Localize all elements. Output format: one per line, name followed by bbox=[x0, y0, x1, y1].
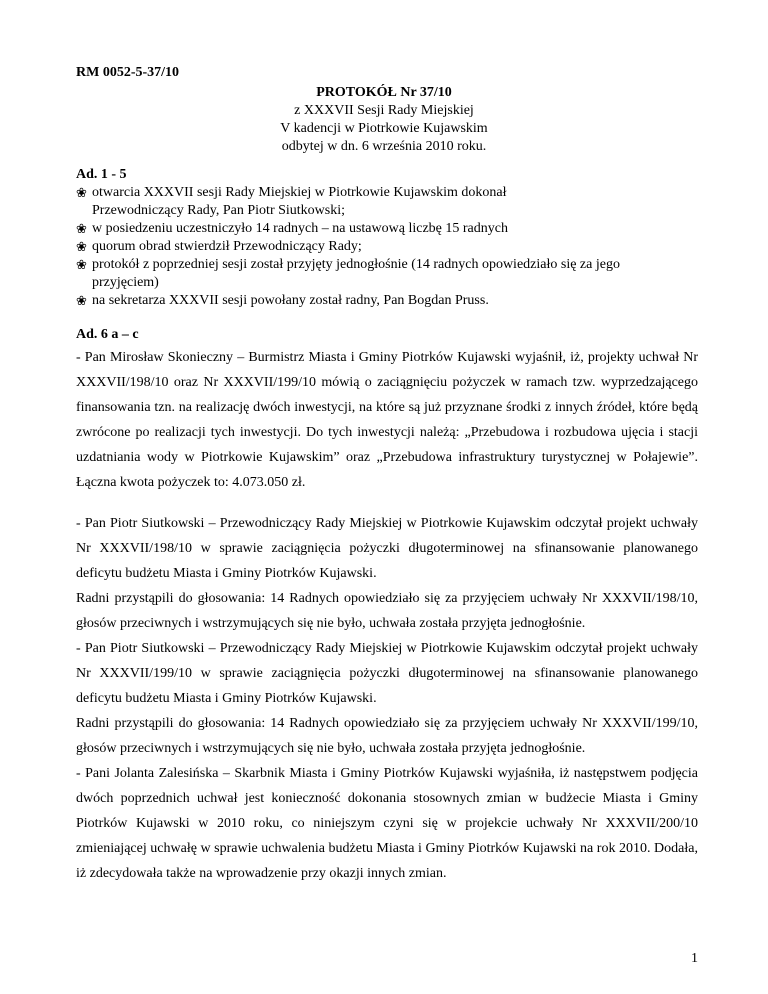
bullet-text-continued: przyjęciem) bbox=[92, 275, 159, 290]
bullet-icon: ❀ bbox=[76, 239, 87, 254]
section-heading-ad-6: Ad. 6 a – c bbox=[76, 327, 139, 342]
protocol-header bbox=[0, 84, 768, 156]
list-item bbox=[76, 292, 698, 310]
document-reference: RM 0052-5-37/10 bbox=[76, 65, 180, 80]
bullet-icon: ❀ bbox=[76, 185, 87, 200]
paragraph-przewodniczacy-198: - Pan Piotr Siutkowski – Przewodniczący Rady Miejskiej w Piotrkowie Kujawskim odczytał projekt uchwały Nr XXXVII/198/10 w sprawie zaciągnięcia pożyczki długoterminowej na sfinansowanie planowanego deficytu budżetu Miasta i Gminy Piotrków Kujawski. bbox=[76, 516, 698, 581]
bullet-icon: ❀ bbox=[76, 221, 87, 236]
protocol-subtitle-line: z XXXVII Sesji Rady Miejskiej bbox=[294, 103, 474, 118]
list-item bbox=[76, 238, 698, 256]
paragraph-vote-199: Radni przystąpili do głosowania: 14 Radnych opowiedziało się za przyjęciem uchwały Nr XXXVII/199/10, głosów przeciwnych i wstrzymujących się nie było, uchwała została przyjęta jednogłośnie. bbox=[76, 716, 698, 756]
bullet-icon: ❀ bbox=[76, 257, 87, 272]
bullet-text: protokół z poprzedniej sesji został przyjęty jednogłośnie (14 radnych opowiedziało się za jego bbox=[92, 257, 620, 272]
bullet-text: w posiedzeniu uczestniczyło 14 radnych – na ustawową liczbę 15 radnych bbox=[92, 221, 508, 236]
paragraph-burmistrz: - Pan Mirosław Skonieczny – Burmistrz Miasta i Gminy Piotrków Kujawski wyjaśnił, iż, projekty uchwał Nr XXXVII/198/10 oraz Nr XXXVII/199/10 mówią o zaciągnięciu pożyczek w ramach tzw. wyprzedzającego finansowania tzn. na realizację dwóch inwestycji, na które są już przyznane środki z innych źródeł, które będą zwrócone po realizacji tych inwestycji. Do tych inwestycji należą: „Przebudowa i rozbudowa ujęcia i stacji uzdatniania wody w Piotrkowie Kujawskim” oraz „Przebudowa infrastruktury turystycznej w Połajewie”. Łączna kwota pożyczek to: 4.073.050 zł. bbox=[76, 350, 698, 490]
protocol-subtitle-line: odbytej w dn. 6 września 2010 roku. bbox=[281, 139, 487, 154]
section-body bbox=[76, 345, 698, 886]
page-number: 1 bbox=[691, 951, 698, 966]
paragraph-przewodniczacy-199: - Pan Piotr Siutkowski – Przewodniczący Rady Miejskiej w Piotrkowie Kujawskim odczytał projekt uchwały Nr XXXVII/199/10 w sprawie zaciągnięcia pożyczki długoterminowej na sfinansowanie planowanego deficytu budżetu Miasta i Gminy Piotrków Kujawski. bbox=[76, 641, 698, 706]
bullet-icon: ❀ bbox=[76, 293, 87, 308]
protocol-subtitle-line: V kadencji w Piotrkowie Kujawskim bbox=[280, 121, 488, 136]
list-item bbox=[76, 184, 698, 220]
paragraph-vote-198: Radni przystąpili do głosowania: 14 Radnych opowiedziało się za przyjęciem uchwały Nr XXXVII/198/10, głosów przeciwnych i wstrzymujących się nie było, uchwała została przyjęta jednogłośnie. bbox=[76, 591, 698, 631]
bullet-text-continued: Przewodniczący Rady, Pan Piotr Siutkowski; bbox=[92, 203, 346, 218]
bullet-text: na sekretarza XXXVII sesji powołany został radny, Pan Bogdan Pruss. bbox=[92, 293, 489, 308]
list-item bbox=[76, 220, 698, 238]
list-item bbox=[76, 256, 698, 292]
protocol-title: PROTOKÓŁ Nr 37/10 bbox=[316, 85, 452, 100]
paragraph-skarbnik: - Pani Jolanta Zalesińska – Skarbnik Miasta i Gminy Piotrków Kujawski wyjaśniła, iż następstwem podjęcia dwóch poprzednich uchwał jest konieczność dokonania stosownych zmian w budżecie Miasta i Gminy Piotrków Kujawski w 2010 roku, co niniejszym czyni się w projekcie uchwały Nr XXXVII/200/10 zmieniającej uchwałę w sprawie uchwalenia budżetu Miasta i Gminy Piotrków Kujawski na rok 2010. Dodała, iż zdecydowała także na wprowadzenie przy okazji innych zmian. bbox=[76, 766, 698, 881]
bullet-text: otwarcia XXXVII sesji Rady Miejskiej w Piotrkowie Kujawskim dokonał bbox=[92, 185, 507, 200]
section-heading-ad-1-5: Ad. 1 - 5 bbox=[76, 167, 127, 182]
bullet-text: quorum obrad stwierdził Przewodniczący Rady; bbox=[92, 239, 362, 254]
bullet-list bbox=[76, 184, 698, 310]
